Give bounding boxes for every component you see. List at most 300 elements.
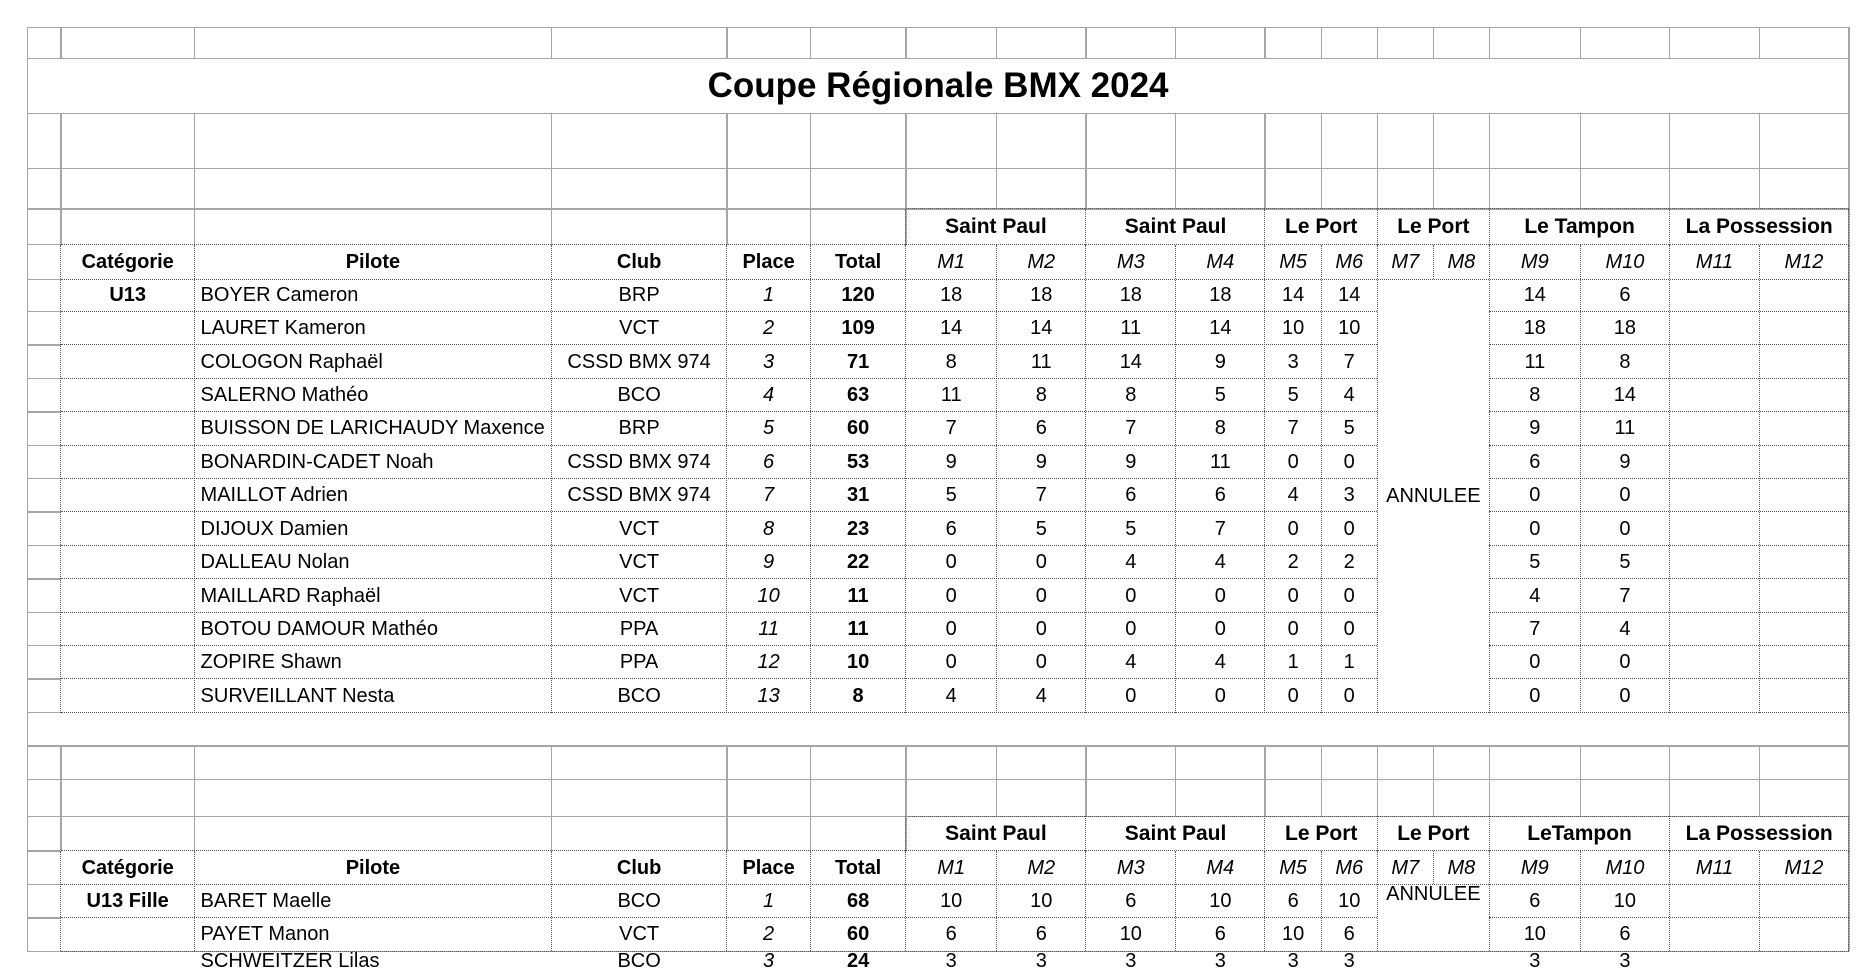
grid-line — [1175, 746, 1176, 816]
grid-line — [27, 678, 60, 679]
manche-score: 0 — [945, 651, 957, 674]
manche-score: 1 — [1287, 651, 1299, 674]
rider-place: 3 — [763, 950, 775, 973]
grid-line — [1377, 746, 1378, 816]
rider-place: 7 — [763, 484, 775, 507]
manche-score: 3 — [1619, 950, 1631, 973]
manche-score: 3 — [1035, 950, 1047, 973]
page-title: Coupe Régionale BMX 2024 — [707, 66, 1169, 106]
grid-line — [905, 113, 906, 208]
manche-score: 18 — [1030, 284, 1053, 307]
rider-name: MAILLARD Raphaël — [200, 584, 381, 607]
manche-score: 10 — [1523, 923, 1546, 946]
grid-line — [27, 850, 60, 851]
manche-score: 0 — [1343, 617, 1355, 640]
manche-score: 14 — [940, 317, 963, 340]
grid-line — [996, 27, 997, 58]
grid-line — [27, 645, 60, 646]
grid-line — [1433, 113, 1434, 208]
grid-line — [551, 27, 552, 58]
rider-place: 4 — [763, 384, 775, 407]
manche-score: 5 — [1619, 551, 1631, 574]
rider-club: PPA — [619, 617, 659, 640]
column-header-manche: M3 — [1116, 250, 1145, 273]
rider-club: BRP — [618, 417, 660, 440]
manche-score: 7 — [1125, 417, 1137, 440]
grid-line — [27, 244, 60, 245]
manche-score: 14 — [1613, 384, 1637, 407]
grid-line — [27, 578, 60, 579]
manche-score: 5 — [1125, 517, 1137, 540]
rider-name: DIJOUX Damien — [200, 517, 349, 540]
grid-line — [905, 746, 906, 816]
manche-score: 0 — [1214, 684, 1226, 707]
grid-line — [1580, 113, 1581, 208]
rider-place: 11 — [758, 617, 779, 640]
grid-line — [194, 746, 195, 816]
manche-score: 18 — [1613, 317, 1637, 340]
manche-score: 11 — [1209, 450, 1231, 473]
manche-score: 11 — [1030, 350, 1052, 373]
venue-header: Saint Paul — [945, 822, 1047, 846]
manche-score: 18 — [1209, 284, 1232, 307]
manche-score: 0 — [1287, 617, 1299, 640]
manche-score: 0 — [1343, 684, 1355, 707]
cancelled-label: ANNULEE — [1386, 883, 1481, 906]
rider-name: ZOPIRE Shawn — [200, 651, 342, 674]
grid-line — [27, 917, 60, 918]
grid-line — [27, 511, 60, 512]
grid-line — [27, 168, 1848, 169]
grid-line — [1669, 746, 1670, 816]
venue-header: Le Port — [1285, 215, 1358, 239]
manche-score: 7 — [1287, 417, 1299, 440]
manche-score: 0 — [1287, 684, 1299, 707]
manche-score: 10 — [1282, 923, 1305, 946]
venue-header: Le Port — [1397, 215, 1470, 239]
grid-line — [1433, 746, 1434, 816]
grid-line — [194, 27, 195, 58]
column-header-manche: M5 — [1279, 250, 1308, 273]
rider-club: BCO — [617, 384, 661, 407]
venue-header: La Possession — [1685, 822, 1833, 846]
rider-club: CSSD BMX 974 — [567, 484, 711, 507]
column-header-manche: M6 — [1335, 250, 1364, 273]
column-header-total: Total — [834, 250, 882, 273]
rider-total: 60 — [846, 417, 870, 440]
grid-line — [27, 27, 28, 951]
manche-score: 0 — [1529, 517, 1541, 540]
rider-club: CSSD BMX 974 — [567, 450, 711, 473]
manche-score: 0 — [1125, 584, 1137, 607]
rider-name: COLOGON Raphaël — [200, 350, 383, 373]
manche-score: 0 — [1035, 651, 1047, 674]
manche-score: 18 — [940, 284, 963, 307]
grid-line — [1085, 27, 1086, 58]
venue-header: Saint Paul — [945, 215, 1047, 239]
grid-line — [194, 816, 195, 851]
manche-score: 0 — [1529, 484, 1541, 507]
rider-total: 24 — [846, 950, 870, 973]
manche-score: 6 — [1619, 923, 1631, 946]
rider-club: BRP — [618, 284, 660, 307]
manche-score: 10 — [1209, 890, 1232, 913]
rider-place: 9 — [763, 551, 775, 574]
manche-score: 7 — [1619, 584, 1631, 607]
rider-club: BCO — [617, 684, 661, 707]
manche-score: 10 — [1338, 317, 1361, 340]
manche-score: 14 — [1209, 317, 1232, 340]
grid-line — [810, 27, 811, 58]
grid-line — [1669, 27, 1670, 58]
grid-line — [905, 27, 906, 58]
venue-header: LeTampon — [1527, 822, 1632, 846]
rider-club: CSSD BMX 974 — [567, 350, 711, 373]
manche-score: 18 — [1119, 284, 1142, 307]
grid-line — [60, 27, 61, 58]
column-header-manche: M7 — [1391, 250, 1420, 273]
manche-score: 4 — [1214, 551, 1226, 574]
manche-score: 4 — [1287, 484, 1299, 507]
manche-score: 0 — [1619, 651, 1631, 674]
manche-score: 6 — [1125, 890, 1137, 913]
manche-score: 0 — [1619, 484, 1631, 507]
manche-score: 6 — [1125, 484, 1137, 507]
column-header-manche: M2 — [1027, 250, 1056, 273]
manche-score: 0 — [1343, 517, 1355, 540]
column-header-categorie: Catégorie — [81, 250, 174, 273]
rider-name: MAILLOT Adrien — [200, 484, 349, 507]
manche-score: 5 — [1214, 384, 1226, 407]
grid-line — [551, 816, 552, 851]
manche-score: 0 — [1619, 517, 1631, 540]
manche-score: 9 — [1619, 450, 1631, 473]
rider-name: BONARDIN-CADET Noah — [200, 450, 434, 473]
grid-line — [27, 279, 60, 280]
column-header-manche: M7 — [1391, 856, 1420, 879]
rider-club: VCT — [619, 517, 660, 540]
grid-line — [194, 113, 195, 208]
grid-line — [1433, 27, 1434, 58]
grid-line — [27, 779, 1848, 780]
column-header-club: Club — [616, 856, 662, 879]
manche-score: 0 — [1035, 617, 1047, 640]
column-header-club: Club — [616, 250, 662, 273]
grid-line — [551, 746, 552, 816]
grid-line — [1848, 245, 1849, 713]
manche-score: 7 — [1214, 517, 1226, 540]
rider-club: PPA — [619, 651, 659, 674]
manche-score: 0 — [1125, 684, 1137, 707]
rider-total: 23 — [846, 517, 870, 540]
grid-line — [996, 113, 997, 208]
rider-total: 22 — [846, 551, 870, 574]
rider-name: SCHWEITZER Lilas — [200, 950, 380, 973]
rider-name: SURVEILLANT Nesta — [200, 684, 395, 707]
manche-score: 9 — [945, 450, 957, 473]
column-header-manche: M1 — [937, 250, 966, 273]
manche-score: 6 — [1343, 923, 1355, 946]
grid-line — [27, 478, 60, 479]
manche-score: 8 — [1125, 384, 1137, 407]
grid-line — [551, 113, 552, 208]
manche-score: 6 — [1529, 890, 1541, 913]
column-header-manche: M11 — [1695, 250, 1734, 273]
column-header-manche: M11 — [1695, 856, 1734, 879]
manche-score: 9 — [1214, 350, 1226, 373]
manche-score: 7 — [1529, 617, 1541, 640]
manche-score: 7 — [1035, 484, 1047, 507]
rider-place: 13 — [757, 684, 780, 707]
column-header-manche: M10 — [1605, 856, 1645, 879]
venue-header: Le Port — [1397, 822, 1470, 846]
rider-club: BCO — [617, 950, 661, 973]
manche-score: 4 — [1035, 684, 1047, 707]
manche-score: 3 — [1287, 950, 1299, 973]
manche-score: 3 — [1343, 950, 1355, 973]
rider-total: 11 — [847, 617, 869, 640]
grid-line — [1377, 27, 1378, 58]
rider-place: 3 — [763, 350, 775, 373]
manche-score: 6 — [945, 517, 957, 540]
manche-score: 0 — [1035, 551, 1047, 574]
rider-name: DALLEAU Nolan — [200, 551, 350, 574]
column-header-manche: M4 — [1206, 250, 1235, 273]
manche-score: 11 — [940, 384, 962, 407]
manche-score: 14 — [1523, 284, 1546, 307]
manche-score: 0 — [1214, 617, 1226, 640]
grid-line — [1321, 27, 1322, 58]
grid-line — [1377, 113, 1378, 208]
column-header-categorie: Catégorie — [81, 856, 174, 879]
rider-total: 11 — [847, 584, 869, 607]
grid-line — [1580, 746, 1581, 816]
grid-line — [27, 378, 60, 379]
rider-total: 8 — [852, 684, 864, 707]
grid-line — [1321, 746, 1322, 816]
rider-place: 10 — [757, 584, 780, 607]
rider-club: VCT — [619, 317, 660, 340]
grid-line — [60, 113, 61, 208]
column-header-manche: M8 — [1447, 250, 1476, 273]
manche-score: 14 — [1338, 284, 1361, 307]
grid-line — [1580, 27, 1581, 58]
rider-club: BCO — [617, 890, 661, 913]
manche-score: 5 — [1035, 517, 1047, 540]
column-header-manche: M5 — [1279, 856, 1308, 879]
rider-name: BOYER Cameron — [200, 284, 359, 307]
rider-place: 12 — [757, 651, 780, 674]
grid-line — [1489, 113, 1490, 208]
grid-line — [1669, 113, 1670, 208]
column-header-total: Total — [834, 856, 882, 879]
column-header-manche: M3 — [1116, 856, 1145, 879]
rider-place: 8 — [763, 517, 775, 540]
venue-header: La Possession — [1685, 215, 1833, 239]
manche-score: 4 — [945, 684, 957, 707]
grid-line — [27, 612, 60, 613]
manche-score: 0 — [945, 584, 957, 607]
manche-score: 0 — [1287, 450, 1299, 473]
rider-total: 60 — [846, 923, 870, 946]
category-label: U13 — [109, 284, 147, 307]
grid-line — [60, 209, 61, 245]
rider-place: 2 — [763, 317, 775, 340]
manche-score: 6 — [1214, 923, 1226, 946]
manche-score: 3 — [1343, 484, 1355, 507]
rider-name: BOTOU DAMOUR Mathéo — [200, 617, 438, 640]
manche-score: 8 — [1214, 417, 1226, 440]
rider-place: 6 — [763, 450, 775, 473]
manche-score: 8 — [945, 350, 957, 373]
manche-score: 4 — [1125, 551, 1137, 574]
manche-score: 6 — [1287, 890, 1299, 913]
manche-score: 0 — [1343, 584, 1355, 607]
grid-line — [726, 113, 727, 208]
grid-line — [726, 209, 727, 245]
rider-club: VCT — [619, 923, 660, 946]
manche-score: 10 — [1282, 317, 1305, 340]
manche-score: 8 — [1035, 384, 1047, 407]
manche-score: 2 — [1343, 551, 1355, 574]
rider-place: 1 — [763, 284, 775, 307]
manche-score: 6 — [1529, 450, 1541, 473]
rider-club: VCT — [619, 551, 660, 574]
manche-score: 3 — [1287, 350, 1299, 373]
manche-score: 1 — [1343, 651, 1355, 674]
manche-score: 5 — [1529, 551, 1541, 574]
grid-line — [27, 27, 1848, 28]
grid-line — [996, 746, 997, 816]
grid-line — [27, 884, 60, 885]
grid-line — [194, 209, 195, 245]
grid-line — [1321, 113, 1322, 208]
manche-score: 6 — [1214, 484, 1226, 507]
column-header-pilote: Pilote — [345, 250, 401, 273]
grid-line — [1759, 113, 1760, 208]
rider-name: LAURET Kameron — [200, 317, 366, 340]
venue-header: Saint Paul — [1124, 215, 1227, 239]
manche-score: 6 — [1035, 417, 1047, 440]
grid-line — [27, 545, 60, 546]
grid-line — [27, 712, 60, 713]
grid-line — [726, 27, 727, 58]
column-header-manche: M2 — [1027, 856, 1056, 879]
manche-score: 7 — [1343, 350, 1355, 373]
rider-total: 63 — [846, 384, 870, 407]
manche-score: 0 — [945, 617, 957, 640]
manche-score: 0 — [1619, 684, 1631, 707]
manche-score: 0 — [1287, 584, 1299, 607]
manche-score: 6 — [945, 923, 957, 946]
manche-score: 10 — [940, 890, 963, 913]
manche-score: 4 — [1619, 617, 1631, 640]
category-label: U13 Fille — [86, 890, 169, 913]
venue-header: Le Tampon — [1524, 215, 1635, 239]
manche-score: 6 — [1035, 923, 1047, 946]
column-header-manche: M8 — [1447, 856, 1476, 879]
manche-score: 9 — [1125, 450, 1137, 473]
grid-line — [1175, 27, 1176, 58]
grid-line — [60, 245, 61, 713]
column-header-manche: M6 — [1335, 856, 1364, 879]
venue-header: Saint Paul — [1124, 822, 1227, 846]
rider-name: BUISSON DE LARICHAUDY Maxence — [200, 417, 545, 440]
grid-line — [551, 209, 552, 245]
manche-score: 3 — [945, 950, 957, 973]
grid-line — [1085, 113, 1086, 208]
manche-score: 5 — [1343, 417, 1355, 440]
manche-score: 11 — [1120, 317, 1142, 340]
grid-line — [27, 344, 60, 345]
manche-score: 8 — [1529, 384, 1541, 407]
column-header-manche: M12 — [1784, 856, 1824, 879]
column-header-manche: M9 — [1520, 856, 1549, 879]
manche-score: 3 — [1125, 950, 1137, 973]
manche-score: 10 — [1613, 890, 1637, 913]
rider-total: 68 — [846, 890, 870, 913]
rider-name: SALERNO Mathéo — [200, 384, 369, 407]
grid-line — [1489, 27, 1490, 58]
manche-score: 6 — [1619, 284, 1631, 307]
manche-score: 0 — [1529, 651, 1541, 674]
grid-line — [60, 816, 61, 851]
manche-score: 0 — [1343, 450, 1355, 473]
grid-line — [810, 816, 811, 851]
manche-score: 4 — [1343, 384, 1355, 407]
rider-name: BARET Maelle — [200, 890, 332, 913]
manche-score: 11 — [1614, 417, 1636, 440]
grid-line — [27, 951, 60, 952]
grid-line — [1489, 746, 1490, 816]
grid-line — [726, 816, 727, 851]
grid-line — [726, 746, 727, 816]
column-header-manche: M12 — [1784, 250, 1824, 273]
manche-score: 0 — [945, 551, 957, 574]
manche-score: 5 — [1287, 384, 1299, 407]
manche-score: 3 — [1214, 950, 1226, 973]
manche-score: 4 — [1529, 584, 1541, 607]
grid-line — [1085, 746, 1086, 816]
manche-score: 8 — [1619, 350, 1631, 373]
manche-score: 0 — [1035, 584, 1047, 607]
grid-line — [1759, 746, 1760, 816]
column-header-place: Place — [742, 856, 795, 879]
grid-line — [27, 311, 60, 312]
grid-line — [1264, 27, 1265, 58]
column-header-manche: M1 — [937, 856, 966, 879]
rider-place: 5 — [763, 417, 775, 440]
manche-score: 11 — [1524, 350, 1546, 373]
venue-header: Le Port — [1285, 822, 1358, 846]
manche-score: 0 — [1214, 584, 1226, 607]
manche-score: 0 — [1529, 684, 1541, 707]
manche-score: 0 — [1125, 617, 1137, 640]
grid-line — [27, 745, 1848, 746]
manche-score: 4 — [1214, 651, 1226, 674]
manche-score: 9 — [1529, 417, 1541, 440]
cancelled-label: ANNULEE — [1386, 484, 1481, 507]
column-header-manche: M4 — [1206, 856, 1235, 879]
grid-line — [1175, 113, 1176, 208]
grid-line — [810, 113, 811, 208]
rider-total: 109 — [841, 317, 875, 340]
grid-line — [1264, 746, 1265, 816]
grid-line — [27, 411, 60, 412]
manche-score: 9 — [1035, 450, 1047, 473]
rider-name: PAYET Manon — [200, 923, 330, 946]
grid-line — [1264, 113, 1265, 208]
